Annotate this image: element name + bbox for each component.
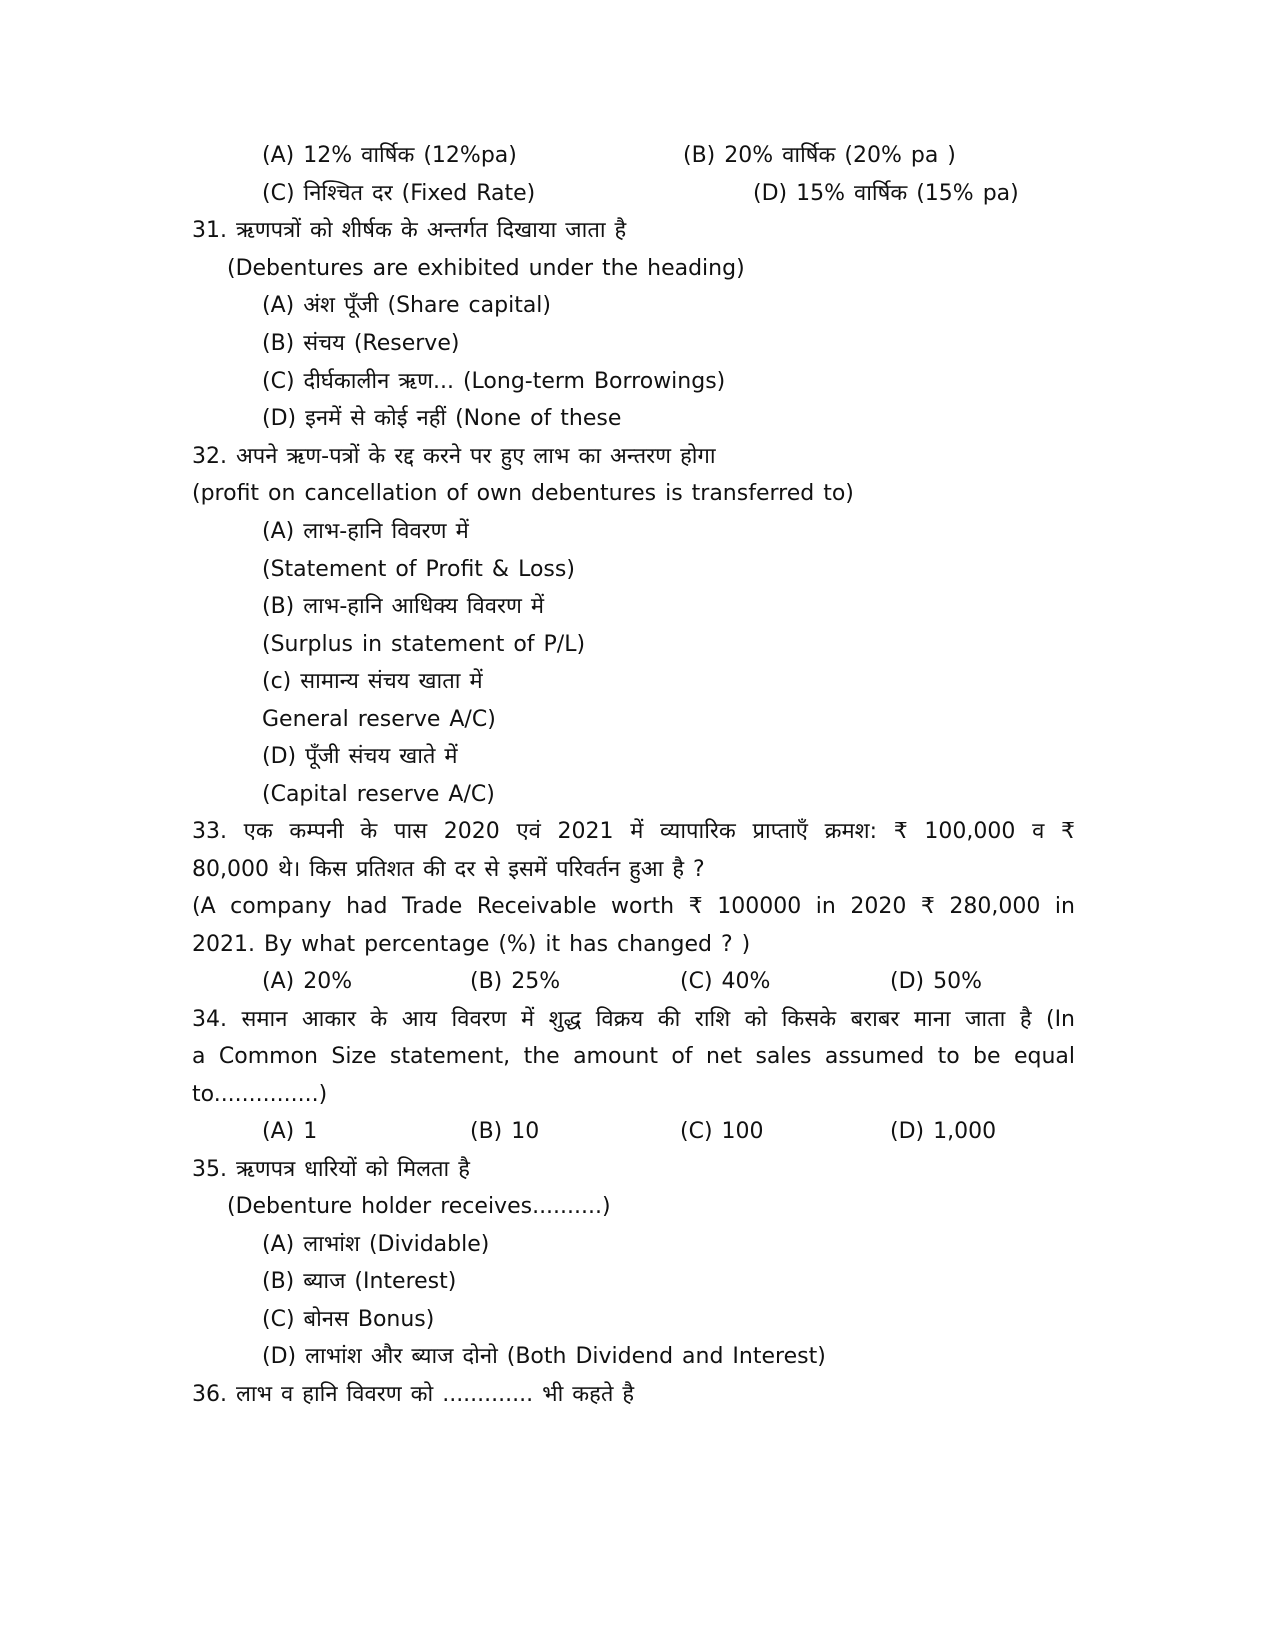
q35-question-hindi: 35. ऋणपत्र धारियों को मिलता है xyxy=(192,1157,470,1182)
prev-option-c: (C) निश्चित दर (Fixed Rate) xyxy=(262,181,536,206)
q35-option-d: (D) लाभांश और ब्याज दोनो (Both Dividend and Interest) xyxy=(262,1344,826,1369)
q35-option-c: (C) बोनस Bonus) xyxy=(262,1307,435,1332)
q36-question-hindi: 36. लाभ व हानि विवरण को ............. भी कहते है xyxy=(192,1382,635,1407)
q32-question-hindi: 32. अपने ऋण-पत्रों के रद्द करने पर हुए लाभ का अन्तरण होगा xyxy=(192,444,716,469)
q33-option-a: (A) 20% xyxy=(262,969,353,994)
q33-option-c: (C) 40% xyxy=(680,969,771,994)
q35-option-a: (A) लाभांश (Dividable) xyxy=(262,1232,490,1257)
q34-option-a: (A) 1 xyxy=(262,1119,318,1144)
q32-question-english: (profit on cancellation of own debentures is transferred to) xyxy=(192,481,854,506)
q32-option-a-hindi: (A) लाभ-हानि विवरण में xyxy=(262,519,469,544)
q33-line-4: 2021. By what percentage (%) it has changed ? ) xyxy=(192,932,751,957)
q31-option-d: (D) इनमें से कोई नहीं (None of these xyxy=(262,406,622,431)
q32-option-b-hindi: (B) लाभ-हानि आधिक्य विवरण में xyxy=(262,594,545,619)
q31-option-b: (B) संचय (Reserve) xyxy=(262,331,460,356)
q32-option-c-english: General reserve A/C) xyxy=(262,707,496,732)
q31-question-english: (Debentures are exhibited under the heading) xyxy=(227,256,745,281)
q31-question-hindi: 31. ऋणपत्रों को शीर्षक के अन्तर्गत दिखाया जाता है xyxy=(192,218,627,243)
prev-option-a: (A) 12% वार्षिक (12%pa) xyxy=(262,143,517,168)
q34-option-d: (D) 1,000 xyxy=(890,1119,997,1144)
q33-line-3: (A company had Trade Receivable worth ₹ 100000 in 2020 ₹ 280,000 in xyxy=(192,894,1075,919)
q35-question-english: (Debenture holder receives..........) xyxy=(227,1194,611,1219)
q32-option-d-hindi: (D) पूँजी संचय खाते में xyxy=(262,744,458,769)
q31-option-c: (C) दीर्घकालीन ऋण... (Long-term Borrowings) xyxy=(262,369,726,394)
q32-option-d-english: (Capital reserve A/C) xyxy=(262,782,495,807)
q33-option-d: (D) 50% xyxy=(890,969,982,994)
q32-option-a-english: (Statement of Profit & Loss) xyxy=(262,557,575,582)
q31-option-a: (A) अंश पूँजी (Share capital) xyxy=(262,293,552,318)
prev-option-d: (D) 15% वार्षिक (15% pa) xyxy=(753,181,1019,206)
prev-option-b: (B) 20% वार्षिक (20% pa ) xyxy=(683,143,956,168)
q32-option-c-hindi: (c) सामान्य संचय खाता में xyxy=(262,669,483,694)
q34-option-c: (C) 100 xyxy=(680,1119,764,1144)
q34-line-1: 34. समान आकार के आय विवरण में शुद्ध विक्रय की राशि को किसके बराबर माना जाता है (In xyxy=(192,1007,1075,1032)
q35-option-b: (B) ब्याज (Interest) xyxy=(262,1269,457,1294)
q32-option-b-english: (Surplus in statement of P/L) xyxy=(262,632,586,657)
q34-line-2: a Common Size statement, the amount of net sales assumed to be equal xyxy=(192,1044,1075,1069)
q34-line-3: to...............) xyxy=(192,1082,328,1107)
q33-line-2: 80,000 थे। किस प्रतिशत की दर से इसमें परिवर्तन हुआ है ? xyxy=(192,857,705,882)
q33-line-1: 33. एक कम्पनी के पास 2020 एवं 2021 में व्यापारिक प्राप्ताएँ क्रमश: ₹ 100,000 व ₹ xyxy=(192,819,1075,844)
q34-option-b: (B) 10 xyxy=(470,1119,540,1144)
q33-option-b: (B) 25% xyxy=(470,969,561,994)
